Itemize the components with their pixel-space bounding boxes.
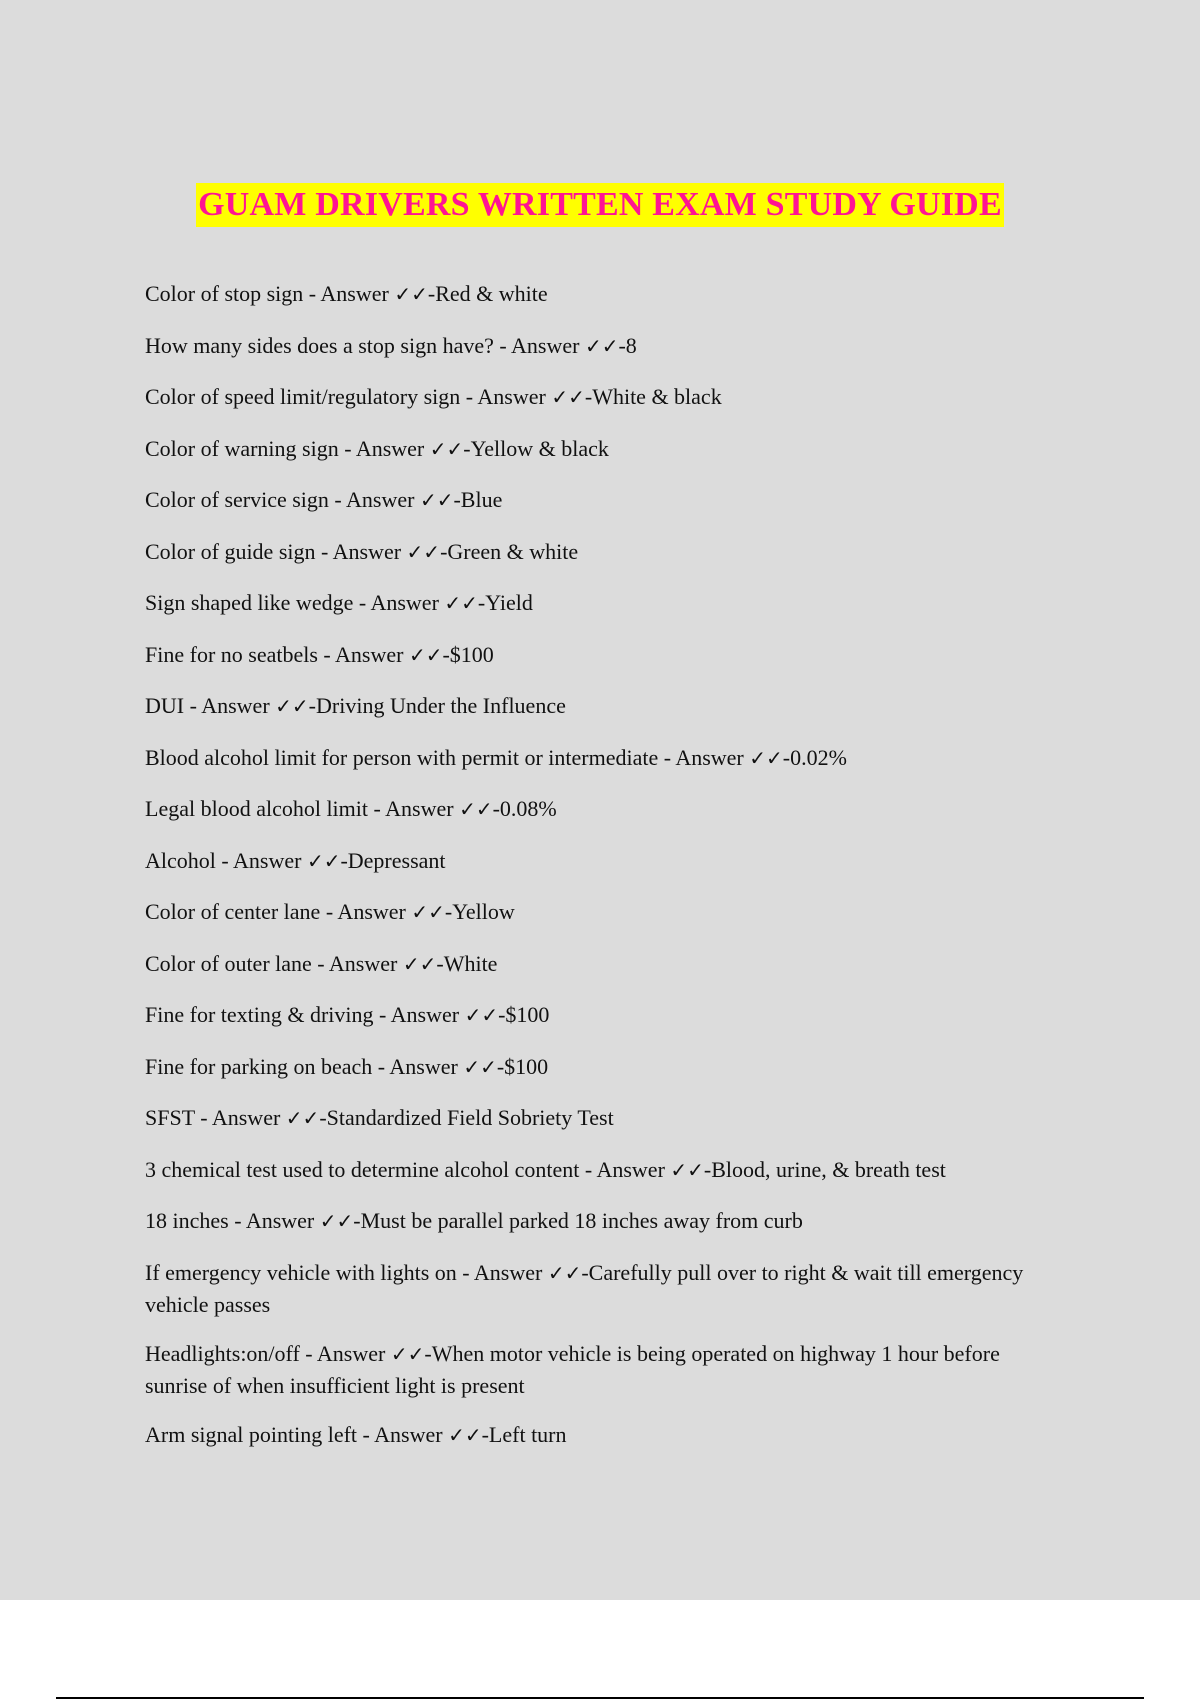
qa-item: [145, 793, 1045, 825]
double-check-icon: ✓✓: [319, 1209, 354, 1233]
double-check-icon: ✓✓: [749, 745, 783, 770]
answer-separator: - Answer: [303, 281, 395, 306]
double-check-icon: ✓✓: [285, 1106, 320, 1130]
answer-text: White & black: [592, 384, 722, 409]
double-check-icon: ✓✓: [547, 1260, 582, 1285]
question-text: Color of service sign: [145, 487, 329, 512]
answer-prefix: -: [498, 1002, 506, 1027]
question-text: Color of center lane: [145, 899, 321, 924]
qa-item: [145, 1102, 1045, 1134]
answer-text: 8: [625, 332, 637, 358]
answer-text: Blue: [460, 487, 503, 512]
question-text: Fine for parking on beach: [145, 1053, 373, 1079]
answer-separator: - Answer: [368, 796, 460, 821]
answer-prefix: -: [444, 899, 453, 924]
answer-separator: - Answer: [320, 899, 412, 924]
answer-text: $100: [505, 1002, 550, 1027]
answer-separator: - Answer: [493, 332, 585, 358]
question-text: How many sides does a stop sign have?: [145, 332, 494, 358]
double-check-icon: ✓✓: [408, 642, 443, 667]
question-text: Alcohol: [145, 847, 216, 873]
qa-item: [145, 484, 1045, 516]
question-text: If emergency vehicle with lights on: [145, 1259, 457, 1285]
answer-text: Carefully pull over to right & wait till emergency vehicle passes: [145, 1259, 1024, 1317]
qa-item: [145, 1205, 1045, 1237]
answer-separator: - Answer: [372, 1053, 464, 1079]
answer-prefix: -: [581, 1259, 589, 1285]
question-text: Color of speed limit/regulatory sign: [145, 384, 461, 409]
answer-separator: - Answer: [658, 744, 750, 770]
double-check-icon: ✓✓: [394, 282, 428, 306]
answer-separator: - Answer: [460, 384, 552, 409]
question-text: Color of stop sign: [145, 281, 304, 306]
question-text: Color of guide sign: [145, 538, 316, 564]
double-check-icon: ✓✓: [406, 539, 441, 564]
qa-item: [145, 278, 1045, 310]
question-text: Fine for no seatbels: [145, 641, 318, 667]
answer-text: White: [443, 950, 498, 976]
answer-prefix: -: [496, 1053, 505, 1079]
answer-prefix: -: [584, 384, 593, 409]
qa-item: [145, 845, 1045, 877]
answer-text: When motor vehicle is being operated on highway 1 hour before sunrise of when insufficient light is present: [145, 1340, 1000, 1398]
answer-separator: - Answer: [373, 1002, 465, 1027]
answer-prefix: -: [477, 590, 486, 615]
document-title: GUAM DRIVERS WRITTEN EXAM STUDY GUIDE: [196, 183, 1004, 227]
question-text: 3 chemical test used to determine alcohol content: [145, 1156, 580, 1182]
double-check-icon: ✓✓: [390, 1341, 425, 1366]
answer-prefix: -: [340, 847, 348, 873]
answer-separator: - Answer: [456, 1259, 548, 1285]
answer-separator: - Answer: [353, 590, 445, 615]
answer-separator: - Answer: [215, 847, 307, 873]
answer-separator: - Answer: [299, 1340, 391, 1366]
qa-item: [145, 330, 1045, 362]
double-check-icon: ✓✓: [444, 591, 478, 615]
question-text: Color of warning sign: [145, 435, 339, 461]
answer-prefix: -: [618, 332, 626, 358]
question-text: Legal blood alcohol limit: [145, 796, 369, 821]
question-text: Arm signal pointing left: [145, 1421, 358, 1447]
answer-prefix: -: [453, 487, 461, 512]
double-check-icon: ✓✓: [463, 1054, 497, 1079]
question-text: 18 inches: [145, 1208, 229, 1233]
answer-prefix: -: [442, 641, 450, 667]
answer-prefix: -: [308, 693, 316, 718]
answer-separator: - Answer: [328, 487, 420, 512]
question-text: DUI: [145, 693, 185, 718]
answer-text: $100: [504, 1053, 549, 1079]
qa-item: [145, 1257, 1045, 1320]
double-check-icon: ✓✓: [419, 488, 454, 512]
title-container: [0, 183, 1200, 227]
answer-prefix: -: [481, 1421, 489, 1447]
qa-item: [145, 1338, 1045, 1401]
qa-item: [145, 999, 1045, 1031]
answer-separator: - Answer: [357, 1421, 449, 1447]
answer-text: Depressant: [347, 847, 446, 873]
answer-text: Green & white: [447, 538, 579, 564]
answer-prefix: -: [463, 435, 471, 461]
qa-item: [145, 1154, 1045, 1186]
double-check-icon: ✓✓: [670, 1157, 704, 1182]
answer-text: Standardized Field Sobriety Test: [326, 1105, 614, 1130]
qa-item: [145, 690, 1045, 722]
answer-separator: - Answer: [338, 435, 430, 461]
answer-separator: - Answer: [228, 1208, 320, 1233]
answer-text: 0.02%: [790, 744, 847, 770]
answer-prefix: -: [424, 1340, 432, 1366]
answer-prefix: -: [703, 1156, 712, 1182]
answer-text: 0.08%: [499, 796, 557, 821]
answer-separator: - Answer: [579, 1156, 671, 1182]
question-text: Headlights:on/off: [145, 1340, 300, 1366]
qa-item: [145, 742, 1045, 774]
answer-separator: - Answer: [311, 950, 403, 976]
answer-text: Left turn: [488, 1421, 567, 1447]
double-check-icon: ✓✓: [411, 900, 445, 924]
answer-prefix: -: [782, 744, 791, 770]
qa-item: [145, 1419, 1045, 1451]
double-check-icon: ✓✓: [429, 436, 464, 461]
answer-text: Yellow: [452, 899, 515, 924]
answer-text: Driving Under the Influence: [316, 693, 566, 718]
double-check-icon: ✓✓: [459, 797, 493, 821]
qa-item: [145, 433, 1045, 465]
answer-prefix: -: [319, 1105, 327, 1130]
double-check-icon: ✓✓: [448, 1422, 482, 1447]
question-text: SFST: [145, 1105, 195, 1130]
qa-list: [145, 278, 1045, 1470]
answer-prefix: -: [436, 950, 444, 976]
double-check-icon: ✓✓: [275, 694, 309, 718]
qa-item: [145, 948, 1045, 980]
answer-prefix: -: [427, 281, 436, 306]
answer-prefix: -: [492, 796, 500, 821]
qa-item: [145, 587, 1045, 619]
qa-item: [145, 381, 1045, 413]
double-check-icon: ✓✓: [464, 1003, 499, 1027]
question-text: Sign shaped like wedge: [145, 590, 354, 615]
footer-divider: [56, 1697, 1144, 1699]
question-text: Blood alcohol limit for person with permit or intermediate: [145, 744, 659, 770]
answer-text: $100: [449, 641, 494, 667]
answer-text: Red & white: [435, 281, 548, 306]
qa-item: [145, 1051, 1045, 1083]
double-check-icon: ✓✓: [551, 385, 585, 409]
qa-item: [145, 896, 1045, 928]
double-check-icon: ✓✓: [306, 848, 341, 873]
answer-separator: - Answer: [194, 1105, 286, 1130]
answer-text: Blood, urine, & breath test: [711, 1156, 946, 1182]
qa-item: [145, 536, 1045, 568]
answer-text: Yellow & black: [470, 435, 609, 461]
answer-prefix: -: [353, 1208, 361, 1233]
question-text: Fine for texting & driving: [145, 1002, 374, 1027]
answer-text: Yield: [485, 590, 533, 615]
double-check-icon: ✓✓: [584, 333, 619, 358]
answer-separator: - Answer: [184, 693, 276, 718]
answer-separator: - Answer: [317, 641, 409, 667]
qa-item: [145, 639, 1045, 671]
answer-text: Must be parallel parked 18 inches away from curb: [360, 1208, 803, 1233]
answer-prefix: -: [440, 538, 448, 564]
question-text: Color of outer lane: [145, 950, 312, 976]
double-check-icon: ✓✓: [402, 951, 437, 976]
answer-separator: - Answer: [315, 538, 407, 564]
